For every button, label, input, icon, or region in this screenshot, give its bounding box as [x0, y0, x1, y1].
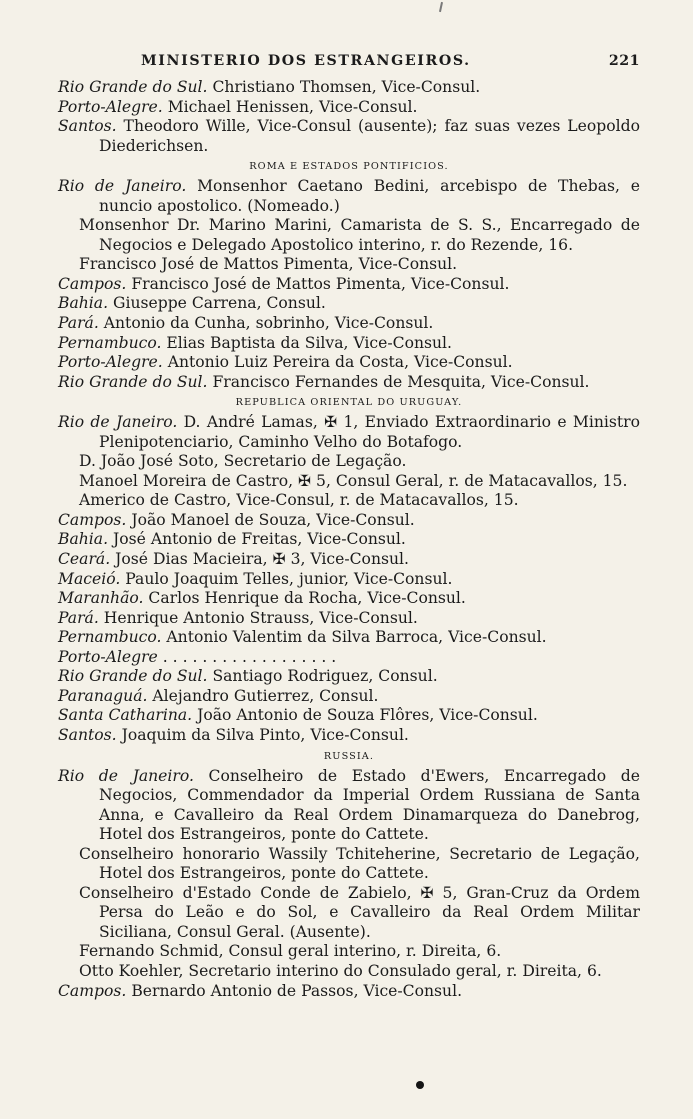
entry-text: José Dias Macieira, ✠ 3, Vice-Consul. [110, 550, 409, 569]
place-name: Santos. [58, 725, 117, 744]
place-name: Maceió. [58, 569, 121, 588]
list-item [58, 353, 640, 373]
list-item [58, 530, 640, 550]
entry-text: Paulo Joaquim Telles, junior, Vice-Consul. [120, 569, 453, 588]
page-header [58, 50, 640, 78]
entry-text: João Antonio de Souza Flôres, Vice-Consul. [192, 706, 538, 725]
place-name: Rio Grande do Sul. [58, 372, 208, 391]
entry-text: Christiano Thomsen, Vice-Consul. [207, 78, 481, 96]
place-name: Porto-Alegre [58, 647, 158, 666]
list-item [58, 294, 640, 314]
list-item [58, 609, 640, 629]
place-name: Santa Catharina. [58, 706, 193, 725]
place-name: Pernambuco. [58, 333, 162, 352]
entry-text: Michael Henissen, Vice-Consul. [162, 97, 418, 116]
list-item [58, 255, 640, 275]
place-name: Rio de Janeiro. [58, 413, 178, 432]
list-item [58, 648, 640, 668]
list-item [58, 706, 640, 726]
list-item [58, 628, 640, 648]
entry-text: Antonio Valentim da Silva Barroca, Vice-Consul. [161, 628, 547, 647]
list-item [58, 491, 640, 511]
entry-text: Fernando Schmid, Consul geral interino, r. Direita, 6. [79, 942, 502, 961]
entry-text: Monsenhor Dr. Marino Marini, Camarista de S. S., Encarregado de Negocios e Delegado Apostolico interino, r. do Rezende, 16. [79, 216, 640, 254]
list-item [58, 687, 640, 707]
list-item [58, 373, 640, 393]
entry-text: João Manoel de Souza, Vice-Consul. [126, 510, 415, 529]
list-item [58, 177, 640, 216]
place-name: Rio de Janeiro. [58, 766, 194, 785]
list-item [58, 667, 640, 687]
place-name: Santos. [58, 117, 117, 136]
list-item [58, 334, 640, 354]
ink-mark [439, 2, 443, 12]
place-name: Bahia. [58, 294, 109, 313]
list-item [58, 884, 640, 943]
list-item [58, 78, 640, 98]
document-page [58, 50, 640, 1001]
entry-text: Otto Koehler, Secretario interino do Consulado geral, r. Direita, 6. [79, 961, 602, 980]
list-item [58, 726, 640, 746]
list-item [58, 314, 640, 334]
entry-text: Henrique Antonio Strauss, Vice-Consul. [98, 608, 418, 627]
entry-text: José Antonio de Freitas, Vice-Consul. [108, 530, 406, 549]
place-name: Campos. [58, 510, 127, 529]
list-item [58, 962, 640, 982]
list-item [58, 413, 640, 452]
footer-dot [416, 1081, 424, 1089]
entry-text: D. André Lamas, ✠ 1, Enviado Extraordinario e Ministro Plenipotenciario, Caminho Velho do Botafogo. [99, 413, 641, 451]
place-name: Campos. [58, 981, 127, 1000]
list-item [58, 98, 640, 118]
entry-text: D. João José Soto, Secretario de Legação. [79, 452, 407, 471]
entry-text: Elias Baptista da Silva, Vice-Consul. [161, 333, 452, 352]
place-name: Porto-Alegre. [58, 353, 163, 372]
entry-text: Joaquim da Silva Pinto, Vice-Consul. [116, 725, 409, 744]
place-name: Porto-Alegre. [58, 97, 163, 116]
list-item [58, 550, 640, 570]
document-content [58, 78, 640, 1001]
place-name: Pará. [58, 314, 99, 333]
entry-text: Conselheiro de Estado d'Ewers, Encarregado de Negocios, Commendador da Imperial Ordem Russiana de Santa Anna, e Cavalleiro da Real Ordem Dinamarqueza do Danebrog, Hotel dos Estrangeiros, ponte do Cattete. [99, 766, 640, 844]
entry-text: Francisco Fernandes de Mesquita, Vice-Consul. [207, 372, 590, 391]
section-title: RUSSIA. [323, 750, 375, 762]
entry-text: Antonio da Cunha, sobrinho, Vice-Consul. [98, 314, 434, 333]
entry-text: Alejandro Gutierrez, Consul. [147, 686, 379, 705]
place-name: Pará. [58, 608, 99, 627]
place-name: Campos. [58, 274, 127, 293]
place-name: Ceará. [58, 550, 111, 569]
list-item [58, 511, 640, 531]
entry-text: Santiago Rodriguez, Consul. [207, 667, 438, 686]
page-number: 221 [608, 53, 640, 69]
place-name: Maranhão. [58, 589, 144, 608]
place-name: Rio Grande do Sul. [58, 78, 208, 96]
entry-text: . . . . . . . . . . . . . . . . . . [157, 647, 337, 666]
list-item [58, 275, 640, 295]
entry-text: Giuseppe Carrena, Consul. [108, 294, 326, 313]
list-item [58, 845, 640, 884]
list-item [58, 942, 640, 962]
page-title: MINISTERIO DOS ESTRANGEIROS. [141, 53, 471, 69]
entry-text: Monsenhor Caetano Bedini, arcebispo de Thebas, e nuncio apostolico. (Nomeado.) [99, 177, 640, 215]
place-name: Bahia. [58, 530, 109, 549]
list-item [58, 216, 640, 255]
section-title: ROMA E ESTADOS PONTIFICIOS. [249, 161, 449, 173]
place-name: Rio Grande do Sul. [58, 667, 208, 686]
list-item [58, 589, 640, 609]
place-name: Pernambuco. [58, 628, 162, 647]
place-name: Paranaguá. [58, 686, 148, 705]
entry-text: Theodoro Wille, Vice-Consul (ausente); faz suas vezes Leopoldo Diederichsen. [99, 117, 640, 155]
list-item [58, 767, 640, 845]
entry-text: Carlos Henrique da Rocha, Vice-Consul. [143, 589, 466, 608]
entry-text: Antonio Luiz Pereira da Costa, Vice-Consul. [162, 353, 513, 372]
entry-text: Francisco José de Mattos Pimenta, Vice-Consul. [126, 274, 510, 293]
list-item [58, 452, 640, 472]
list-item [58, 117, 640, 156]
list-item [58, 570, 640, 590]
entry-text: Conselheiro d'Estado Conde de Zabielo, ✠ 5, Gran-Cruz da Ordem Persa do Leão e do Sol, e Cavalleiro da Real Ordem Militar Siciliana, Consul Geral. (Ausente). [79, 883, 640, 941]
place-name: Rio de Janeiro. [58, 177, 187, 196]
section-title: REPUBLICA ORIENTAL DO URUGUAY. [235, 397, 463, 409]
entry-text: Manoel Moreira de Castro, ✠ 5, Consul Geral, r. de Matacavallos, 15. [79, 471, 628, 490]
list-item [58, 982, 640, 1002]
entry-text: Bernardo Antonio de Passos, Vice-Consul. [126, 981, 463, 1000]
entry-text: Francisco José de Mattos Pimenta, Vice-Consul. [79, 255, 458, 274]
list-item [58, 472, 640, 492]
entry-text: Americo de Castro, Vice-Consul, r. de Matacavallos, 15. [79, 491, 519, 510]
entry-text: Conselheiro honorario Wassily Tchiteherine, Secretario de Legação, Hotel dos Estrangeiros, ponte do Cattete. [79, 844, 640, 883]
